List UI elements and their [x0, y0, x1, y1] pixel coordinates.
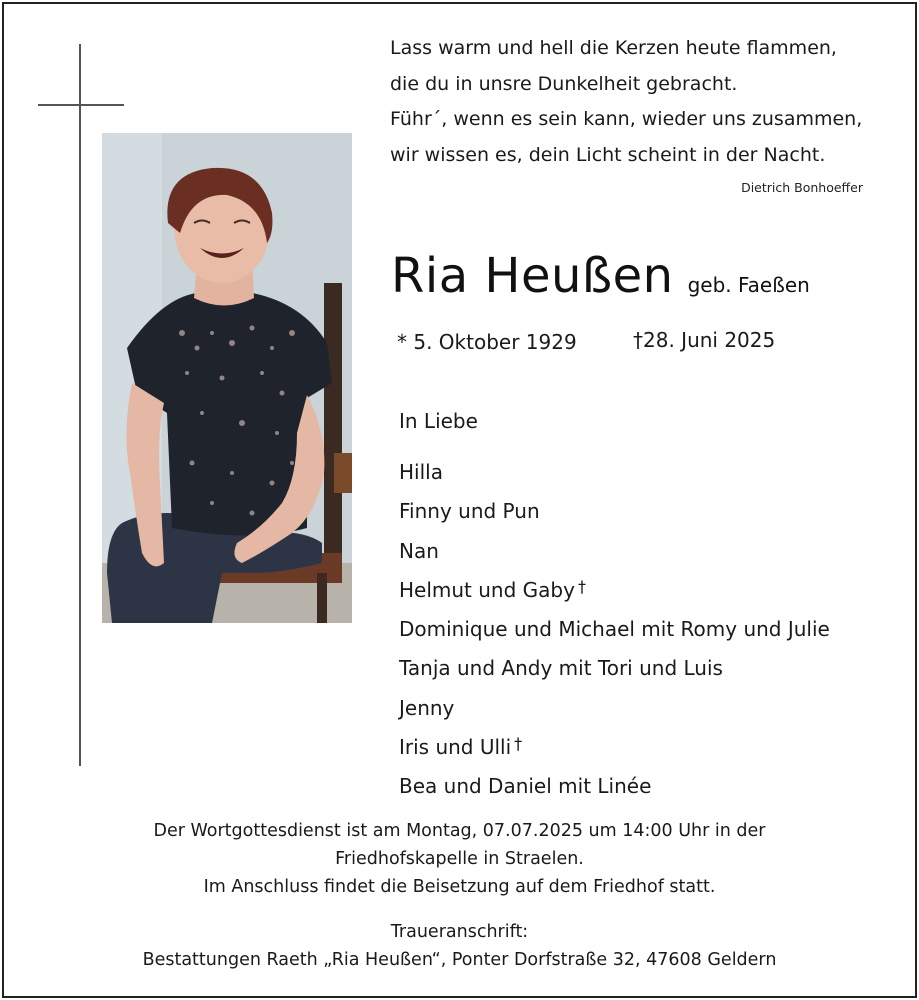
list-item — [399, 451, 833, 490]
mourner-name: Jenny — [399, 695, 455, 720]
death-date: †28. Juni 2025 — [633, 328, 776, 352]
birth-date: * 5. Oktober 1929 — [397, 330, 577, 354]
list-item — [399, 608, 833, 647]
portrait-photo — [102, 133, 352, 623]
poem — [390, 31, 890, 173]
maiden-name: geb. Faeßen — [687, 273, 810, 297]
list-item — [399, 726, 833, 765]
list-item — [399, 530, 833, 569]
list-item — [399, 490, 833, 529]
mourner-name: Tanja und Andy mit Tori und Luis — [399, 656, 723, 681]
mourning-address — [60, 918, 859, 974]
mourner-name: Hilla — [399, 460, 443, 484]
service-info — [60, 817, 859, 901]
address-label: Traueranschrift: — [390, 922, 529, 942]
mourner-name: Iris und Ulli — [399, 735, 512, 760]
service-line: Der Wortgottesdienst ist am Montag, 07.07.2025 um 14:00 Uhr in der — [153, 821, 766, 841]
list-item — [399, 647, 833, 686]
address-text: Bestattungen Raeth „Ria Heußen“, Ponter Dorfstraße 32, 47608 Geldern — [142, 950, 777, 970]
poem-line: Lass warm und hell die Kerzen heute flammen, — [390, 37, 837, 59]
poem-line: wir wissen es, dein Licht scheint in der Nacht. — [390, 143, 826, 166]
mourner-name: Finny und Pun — [399, 499, 540, 524]
list-item — [399, 687, 833, 726]
deceased-name: Ria Heußen — [391, 248, 674, 304]
dagger-icon: † — [514, 734, 523, 754]
list-item — [399, 569, 833, 608]
service-line: Friedhofskapelle in Straelen. — [335, 849, 584, 869]
mourner-name: Dominique und Michael mit Romy und Julie — [399, 617, 830, 642]
dagger-icon: † — [577, 576, 586, 596]
poem-line: Führ´, wenn es sein kann, wieder uns zusammen, — [390, 108, 863, 130]
cross-icon-vertical — [79, 44, 81, 766]
mourner-name: Bea und Daniel mit Linée — [399, 774, 652, 799]
cross-icon-horizontal — [38, 104, 124, 106]
poem-author: Dietrich Bonhoeffer — [741, 180, 863, 195]
mourner-name: Helmut und Gaby — [399, 577, 575, 602]
deceased-name-row — [391, 248, 810, 304]
mourners-list — [399, 451, 833, 805]
mourners-intro: In Liebe — [399, 409, 478, 433]
service-line: Im Anschluss findet die Beisetzung auf dem Friedhof statt. — [203, 877, 716, 897]
poem-line: die du in unsre Dunkelheit gebracht. — [390, 72, 738, 95]
list-item — [399, 765, 833, 804]
mourner-name: Nan — [399, 538, 439, 563]
